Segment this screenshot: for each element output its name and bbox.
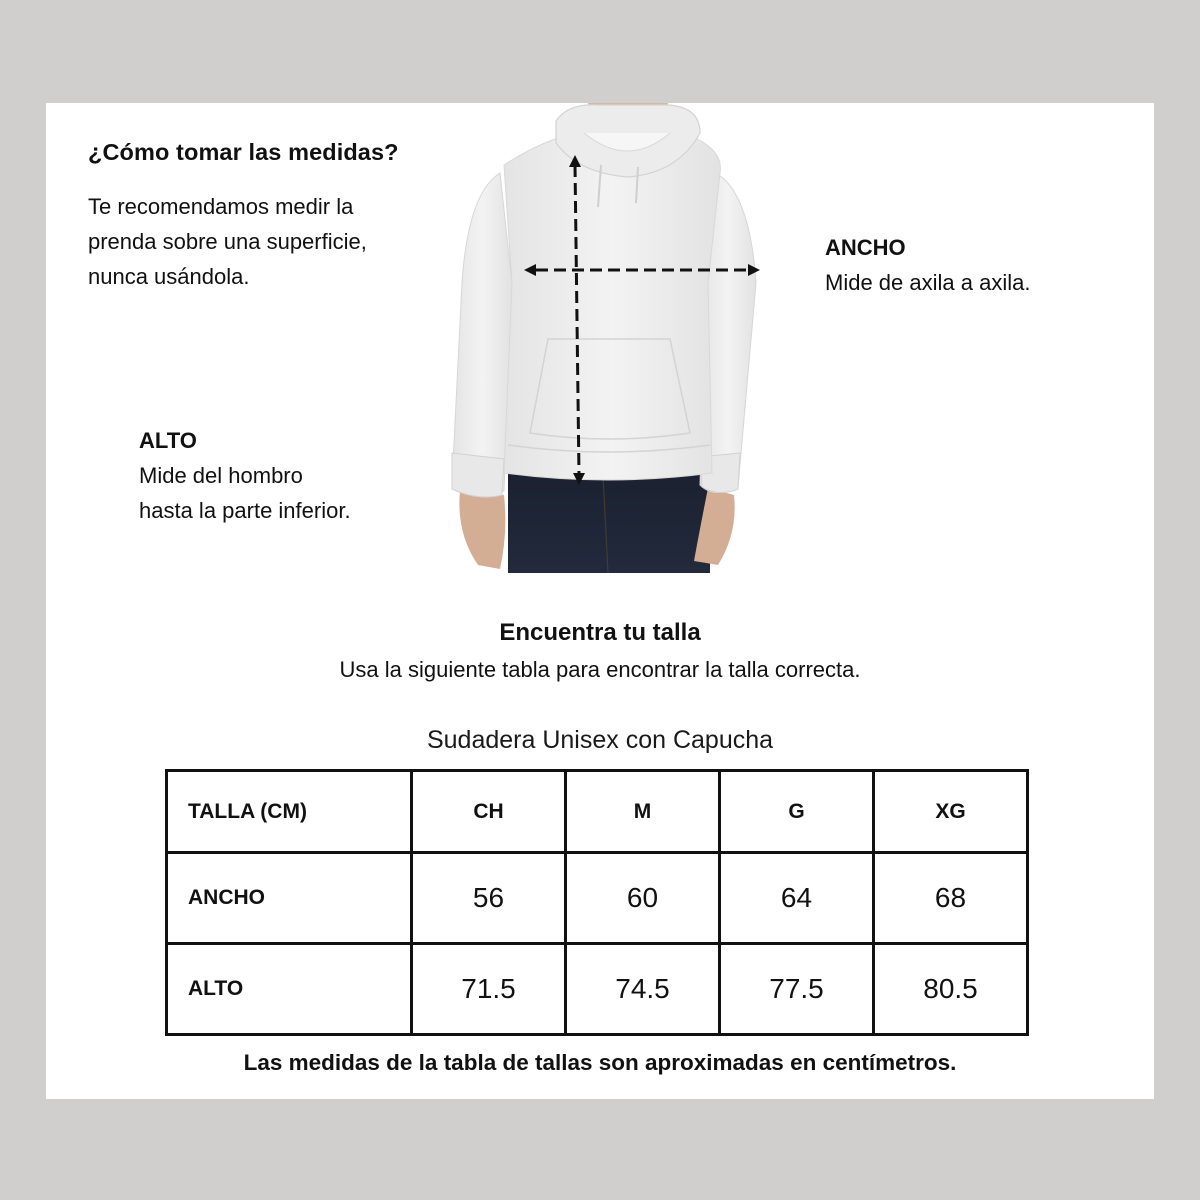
size-guide-card bbox=[46, 103, 1154, 1099]
header-label-cell: TALLA (CM) bbox=[167, 771, 412, 853]
size-header-g: G bbox=[720, 771, 874, 853]
hoodie-illustration bbox=[438, 103, 778, 573]
intro-line: nunca usándola. bbox=[88, 264, 250, 289]
size-header-ch: CH bbox=[412, 771, 566, 853]
alto-description-line: hasta la parte inferior. bbox=[139, 498, 351, 523]
size-table bbox=[165, 769, 1029, 1036]
size-header-xg: XG bbox=[874, 771, 1028, 853]
find-size-title: Encuentra tu talla bbox=[499, 619, 701, 646]
find-size-subtitle: Usa la siguiente tabla para encontrar la talla correcta. bbox=[339, 657, 861, 682]
table-row-alto bbox=[167, 944, 1028, 1035]
size-table-footnote: Las medidas de la tabla de tallas son aproximadas en centímetros. bbox=[243, 1050, 957, 1075]
ancho-value-xg: 68 bbox=[874, 853, 1028, 944]
alto-value-m: 74.5 bbox=[566, 944, 720, 1035]
alto-value-ch: 71.5 bbox=[412, 944, 566, 1035]
size-table-caption: Sudadera Unisex con Capucha bbox=[426, 726, 774, 754]
ancho-description: Mide de axila a axila. bbox=[825, 270, 1031, 295]
row-label-ancho: ANCHO bbox=[167, 853, 412, 944]
ancho-value-g: 64 bbox=[720, 853, 874, 944]
ancho-value-ch: 56 bbox=[412, 853, 566, 944]
alto-value-xg: 80.5 bbox=[874, 944, 1028, 1035]
how-to-measure-title: ¿Cómo tomar las medidas? bbox=[88, 139, 399, 165]
ancho-instruction bbox=[825, 230, 1030, 300]
size-header-m: M bbox=[566, 771, 720, 853]
how-to-measure-intro bbox=[88, 189, 448, 294]
alto-description-line: Mide del hombro bbox=[139, 463, 303, 488]
alto-instruction bbox=[139, 423, 351, 528]
alto-value-g: 77.5 bbox=[720, 944, 874, 1035]
ancho-value-m: 60 bbox=[566, 853, 720, 944]
alto-label: ALTO bbox=[139, 428, 197, 453]
intro-line: prenda sobre una superficie, bbox=[88, 229, 367, 254]
size-table-header-row bbox=[167, 771, 1028, 853]
ancho-label: ANCHO bbox=[825, 235, 906, 260]
row-label-alto: ALTO bbox=[167, 944, 412, 1035]
intro-line: Te recomendamos medir la bbox=[88, 194, 354, 219]
hoodie-model-photo bbox=[438, 103, 778, 573]
table-row-ancho bbox=[167, 853, 1028, 944]
